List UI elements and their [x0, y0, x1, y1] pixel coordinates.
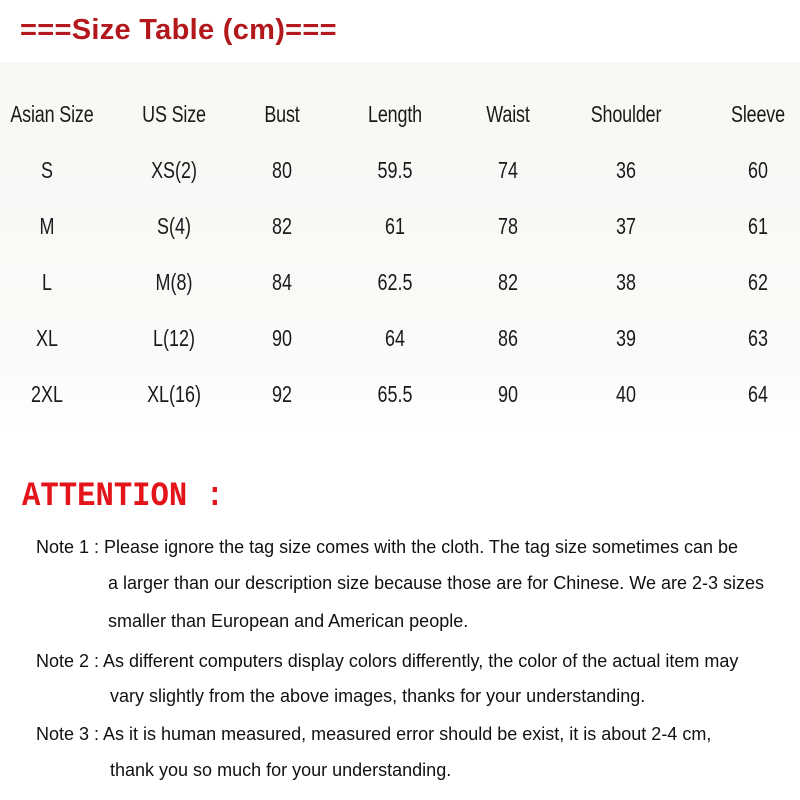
cell-waist: 90	[498, 380, 518, 407]
header-waist: Waist	[486, 100, 530, 127]
cell-length: 61	[385, 212, 405, 239]
cell-bust: 82	[272, 212, 292, 239]
note-1-line-1: Note 1 : Please ignore the tag size comes with the cloth. The tag size sometimes can be	[36, 537, 739, 557]
cell-shoulder: 37	[616, 212, 636, 239]
table-row	[0, 198, 800, 254]
cell-waist: 86	[498, 324, 518, 351]
cell-length: 62.5	[377, 268, 413, 295]
cell-sleeve: 60	[748, 156, 768, 183]
header-bust: Bust	[264, 100, 300, 127]
note-2-line-1: Note 2 : As different computers display colors differently, the color of the actual item may	[36, 651, 739, 671]
cell-sleeve: 62	[748, 268, 768, 295]
cell-length: 59.5	[377, 156, 413, 183]
cell-us-size: S(4)	[157, 212, 191, 239]
header-asian-size: Asian Size	[10, 100, 94, 127]
cell-us-size: XS(2)	[151, 156, 197, 183]
cell-waist: 78	[498, 212, 518, 239]
table-row	[0, 366, 800, 422]
header-length: Length	[368, 100, 422, 127]
header-sleeve: Sleeve	[731, 100, 785, 127]
cell-bust: 90	[272, 324, 292, 351]
cell-bust: 80	[272, 156, 292, 183]
cell-sleeve: 61	[748, 212, 768, 239]
cell-shoulder: 40	[616, 380, 636, 407]
table-header-row	[0, 86, 800, 142]
attention-heading: ATTENTION :	[22, 478, 224, 516]
cell-us-size: M(8)	[155, 268, 193, 295]
note-3-line-2: thank you so much for your understanding.	[110, 760, 452, 780]
cell-shoulder: 36	[616, 156, 636, 183]
cell-shoulder: 39	[616, 324, 636, 351]
cell-us-size: XL(16)	[147, 380, 201, 407]
size-table	[0, 86, 800, 422]
cell-asian-size: S	[41, 156, 53, 183]
table-row	[0, 254, 800, 310]
cell-length: 65.5	[377, 380, 413, 407]
header-us-size: US Size	[142, 100, 206, 127]
header-shoulder: Shoulder	[590, 100, 662, 127]
table-row	[0, 142, 800, 198]
cell-asian-size: M	[39, 212, 55, 239]
cell-asian-size: 2XL	[31, 380, 63, 407]
note-1-line-3: smaller than European and American people.	[108, 611, 469, 631]
cell-asian-size: XL	[36, 324, 58, 351]
cell-sleeve: 64	[748, 380, 768, 407]
cell-us-size: L(12)	[153, 324, 195, 351]
note-3-line-1: Note 3 : As it is human measured, measured error should be exist, it is about 2-4 cm,	[36, 724, 712, 744]
cell-waist: 74	[498, 156, 518, 183]
cell-sleeve: 63	[748, 324, 768, 351]
cell-waist: 82	[498, 268, 518, 295]
cell-bust: 92	[272, 380, 292, 407]
note-1-line-2: a larger than our description size because those are for Chinese. We are 2-3 sizes	[108, 573, 765, 593]
cell-length: 64	[385, 324, 405, 351]
cell-bust: 84	[272, 268, 292, 295]
cell-asian-size: L	[42, 268, 52, 295]
size-table-title: ===Size Table (cm)===	[20, 14, 337, 46]
table-row	[0, 310, 800, 366]
cell-shoulder: 38	[616, 268, 636, 295]
note-2-line-2: vary slightly from the above images, thanks for your understanding.	[110, 686, 646, 706]
